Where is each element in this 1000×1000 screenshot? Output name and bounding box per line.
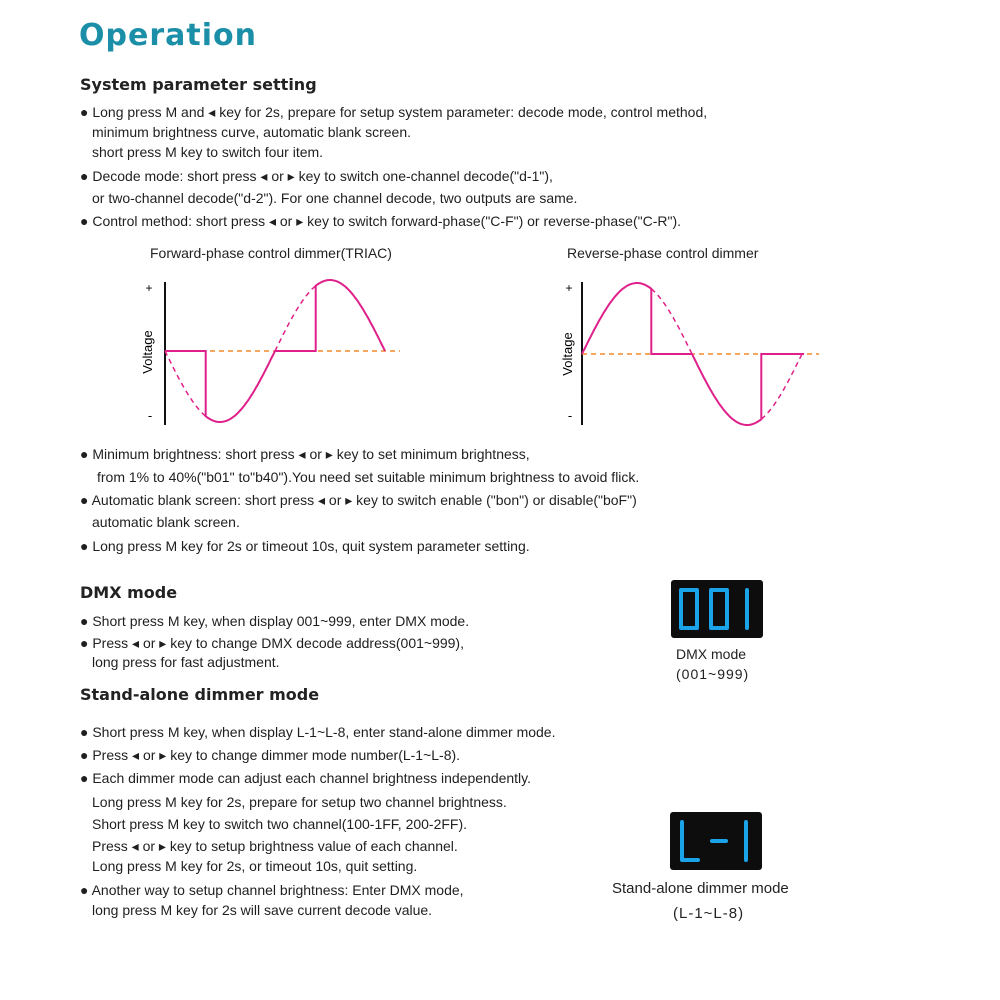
system-line-9: ● Automatic blank screen: short press ◂ or ▸ key to switch enable ("bon") or disable("boF"): [80, 492, 637, 508]
system-line-6: ● Control method: short press ◂ or ▸ key to switch forward-phase("C-F") or reverse-phase("C-R").: [80, 213, 682, 229]
forward-chart-title: Forward-phase control dimmer(TRIAC): [150, 245, 392, 261]
standalone-range-caption: (L-1~L-8): [673, 905, 745, 922]
standalone-line-6: Press ◂ or ▸ key to setup brightness value of each channel.: [92, 838, 458, 854]
dmx-lcd-digits: [671, 580, 763, 638]
dmx-line-2: ● Press ◂ or ▸ key to change DMX decode address(001~999),: [80, 635, 464, 651]
dmx-range-caption: (001~999): [676, 666, 750, 682]
page-title: Operation: [79, 18, 257, 53]
standalone-line-8: ● Another way to setup channel brightness: Enter DMX mode,: [80, 882, 464, 898]
forward-plus-label: +: [145, 281, 153, 295]
system-line-2: minimum brightness curve, automatic blank screen.: [92, 124, 412, 140]
reverse-chart-title: Reverse-phase control dimmer: [567, 245, 759, 261]
standalone-line-2: ● Press ◂ or ▸ key to change dimmer mode number(L-1~L-8).: [80, 747, 461, 763]
reverse-minus-label: -: [567, 408, 573, 423]
dmx-caption: DMX mode: [676, 646, 747, 662]
system-line-8: from 1% to 40%("b01" to"b40").You need set suitable minimum brightness to avoid flick.: [97, 469, 640, 485]
system-line-11: ● Long press M key for 2s or timeout 10s, quit system parameter setting.: [80, 538, 530, 554]
reverse-conducting-wave: [582, 283, 804, 425]
system-heading: System parameter setting: [80, 75, 317, 94]
forward-phase-chart: [130, 270, 420, 435]
forward-minus-label: -: [147, 408, 153, 423]
standalone-line-1: ● Short press M key, when display L-1~L-8, enter stand-alone dimmer mode.: [80, 724, 556, 740]
reverse-voltage-label: Voltage: [560, 332, 575, 376]
lcd-digit-0: [711, 590, 727, 628]
dmx-heading: DMX mode: [80, 583, 178, 602]
dmx-lcd-display: [671, 580, 763, 638]
standalone-line-9: long press M key for 2s will save current decode value.: [92, 902, 433, 918]
standalone-lcd-digits: [670, 812, 762, 870]
standalone-caption: Stand-alone dimmer mode: [612, 880, 789, 897]
standalone-line-3: ● Each dimmer mode can adjust each channel brightness independently.: [80, 770, 532, 786]
lcd-letter-l: [682, 822, 698, 860]
standalone-heading: Stand-alone dimmer mode: [80, 685, 320, 704]
system-line-1: ● Long press M and ◂ key for 2s, prepare for setup system parameter: decode mode, control method,: [80, 104, 708, 120]
standalone-line-7: Long press M key for 2s, or timeout 10s, quit setting.: [92, 858, 418, 874]
standalone-lcd-display: [670, 812, 762, 870]
standalone-line-4: Long press M key for 2s, prepare for setup two channel brightness.: [92, 794, 507, 810]
reverse-phase-chart: [547, 270, 837, 435]
lcd-digit-0: [681, 590, 697, 628]
system-line-5: or two-channel decode("d-2"). For one channel decode, two outputs are same.: [92, 190, 578, 206]
system-line-4: ● Decode mode: short press ◂ or ▸ key to switch one-channel decode("d-1"),: [80, 168, 553, 184]
system-line-10: automatic blank screen.: [92, 514, 240, 530]
forward-voltage-label: Voltage: [140, 330, 155, 374]
standalone-line-5: Short press M key to switch two channel(100-1FF, 200-2FF).: [92, 816, 468, 832]
reverse-plus-label: +: [565, 281, 573, 295]
dmx-line-1: ● Short press M key, when display 001~999, enter DMX mode.: [80, 613, 470, 629]
system-line-3: short press M key to switch four item.: [92, 144, 324, 160]
forward-conducting-wave: [165, 280, 385, 422]
system-line-7: ● Minimum brightness: short press ◂ or ▸ key to set minimum brightness,: [80, 446, 530, 462]
dmx-line-3: long press for fast adjustment.: [92, 654, 280, 670]
